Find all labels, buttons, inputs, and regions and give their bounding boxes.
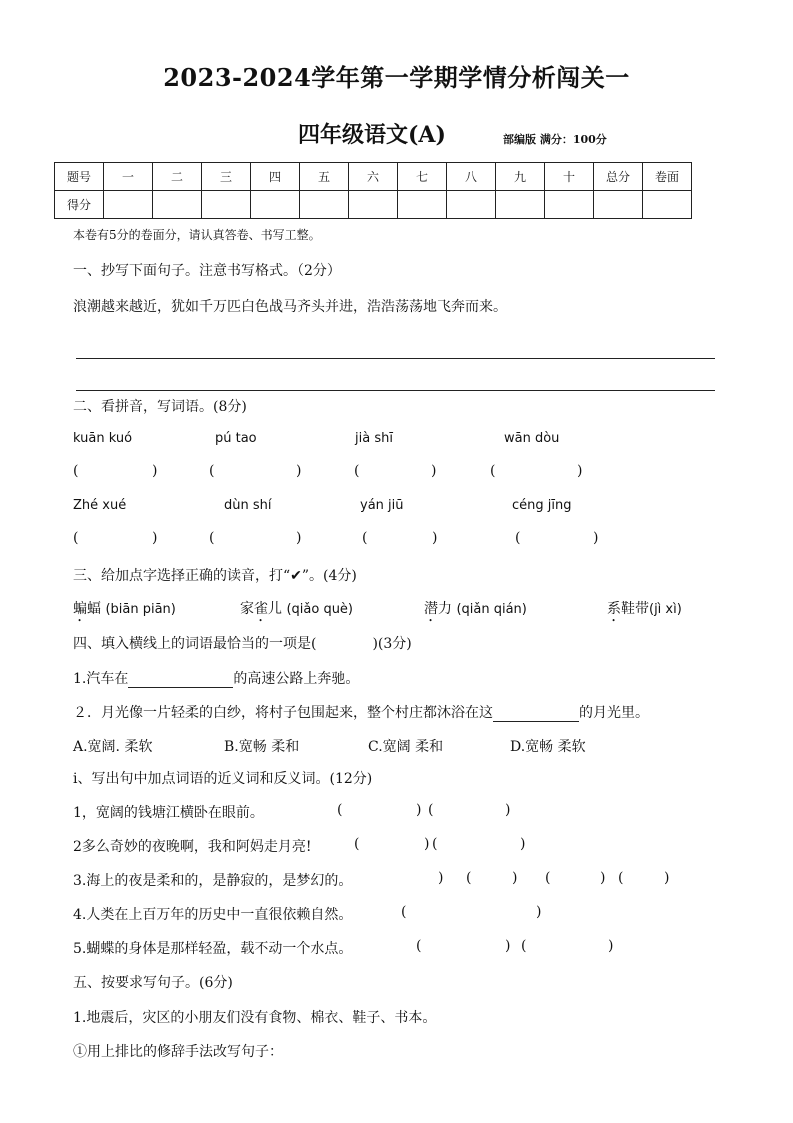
dotted-char: 系 bbox=[607, 601, 621, 617]
bracket-close: ) bbox=[505, 938, 511, 954]
score-table-label: 题号 bbox=[55, 163, 104, 191]
score-cell[interactable] bbox=[594, 191, 643, 219]
bracket-open: ( bbox=[416, 938, 422, 954]
pinyin-item: pú tao bbox=[215, 431, 257, 446]
section-3-heading: 三、给加点字选择正确的读音，打“✔”。(4分) bbox=[73, 568, 357, 584]
word-pre: 家 bbox=[240, 601, 254, 617]
bracket-close: ) bbox=[520, 836, 526, 852]
pinyin-item: yán jiū bbox=[360, 498, 404, 513]
syn-question-1: 1，宽阔的钱塘江横卧在眼前。 bbox=[73, 805, 264, 821]
bracket-close: ) bbox=[512, 870, 518, 886]
page-subtitle: 四年级语文(A) bbox=[298, 122, 446, 148]
score-cell[interactable] bbox=[153, 191, 202, 219]
word-rest: 蝠 bbox=[87, 601, 101, 617]
reading-item-2 bbox=[240, 598, 353, 625]
bracket-open: ( bbox=[521, 938, 527, 954]
pinyin-options[interactable]: (jì xì) bbox=[649, 602, 682, 617]
score-table-col: 五 bbox=[300, 163, 349, 191]
fill-question-1 bbox=[73, 668, 359, 688]
option-c[interactable]: C.宽阔 柔和 bbox=[368, 739, 444, 755]
pinyin-item: Zhé xué bbox=[73, 498, 127, 513]
bracket-open: ( bbox=[618, 870, 624, 886]
option-d[interactable]: D.宽畅 柔软 bbox=[510, 739, 586, 755]
score-cell[interactable] bbox=[545, 191, 594, 219]
bracket-close: ) bbox=[432, 530, 438, 546]
syn-question-2: 2多么奇妙的夜晚啊，我和阿妈走月亮! bbox=[73, 839, 312, 855]
bracket-close: ) bbox=[424, 836, 430, 852]
bracket-open: ( bbox=[515, 530, 521, 546]
question-text: ２．月光像一片轻柔的白纱，将村子包围起来，整个村庄都沐浴在这 bbox=[73, 705, 493, 721]
sentence-question-1: 1.地震后，灾区的小朋友们没有食物、棉衣、鞋子、书本。 bbox=[73, 1010, 437, 1026]
bracket-close: ) bbox=[536, 904, 542, 920]
section-4-heading bbox=[73, 633, 412, 653]
score-table-col: 卷面 bbox=[643, 163, 692, 191]
score-table-col: 九 bbox=[496, 163, 545, 191]
word-rest: 鞋带 bbox=[621, 601, 649, 617]
dotted-char: 蝙 bbox=[73, 601, 87, 617]
bracket-close: ) bbox=[577, 463, 583, 479]
section-4-heading-start: 四、填入横线上的词语最恰当的一项是( bbox=[73, 636, 317, 652]
score-table-col: 十 bbox=[545, 163, 594, 191]
dotted-char: 潜 bbox=[424, 601, 438, 617]
fill-blank[interactable] bbox=[128, 673, 233, 688]
question-text: 的月光里。 bbox=[579, 705, 649, 721]
bracket-close: ) bbox=[600, 870, 606, 886]
bracket-close: ) bbox=[296, 530, 302, 546]
bracket-open: ( bbox=[209, 463, 215, 479]
bracket-open: ( bbox=[466, 870, 472, 886]
fill-blank[interactable] bbox=[493, 707, 579, 722]
score-table-header-row bbox=[55, 163, 692, 191]
bracket-open: ( bbox=[209, 530, 215, 546]
copy-sentence: 浪潮越来越近，犹如千万匹白色战马齐头并进，浩浩荡荡地飞奔而来。 bbox=[73, 299, 507, 315]
pinyin-options[interactable]: (qiǎn qián) bbox=[456, 602, 527, 617]
sentence-subquestion-1: ①用上排比的修辞手法改写句子： bbox=[73, 1044, 283, 1060]
score-table-score-row bbox=[55, 191, 692, 219]
page-title: 2023-2024学年第一学期学情分析闯关一 bbox=[163, 63, 630, 92]
bracket-close: ) bbox=[505, 802, 511, 818]
bracket-close: ) bbox=[152, 463, 158, 479]
bracket-close: ) bbox=[664, 870, 670, 886]
bracket-close: ) bbox=[296, 463, 302, 479]
bracket-close: ) bbox=[593, 530, 599, 546]
bracket-close: ) bbox=[431, 463, 437, 479]
option-a[interactable]: A.宽阔. 柔软 bbox=[73, 739, 153, 755]
reading-item-1 bbox=[73, 598, 176, 625]
bracket-open: ( bbox=[428, 802, 434, 818]
reading-item-3 bbox=[424, 598, 527, 625]
answer-line-2[interactable] bbox=[76, 390, 715, 391]
bracket-open: ( bbox=[545, 870, 551, 886]
pinyin-item: jià shī bbox=[355, 431, 393, 446]
score-cell[interactable] bbox=[202, 191, 251, 219]
syn-question-3: 3.海上的夜是柔和的，是静寂的，是梦幻的。 bbox=[73, 873, 353, 889]
bracket-open: ( bbox=[490, 463, 496, 479]
syn-question-4: 4.人类在上百万年的历史中一直很依赖自然。 bbox=[73, 907, 353, 923]
score-table-col: 总分 bbox=[594, 163, 643, 191]
bracket-open: ( bbox=[337, 802, 343, 818]
score-table-col: 三 bbox=[202, 163, 251, 191]
score-table-col: 四 bbox=[251, 163, 300, 191]
section-6-heading: 五、按要求写句子。(6分) bbox=[73, 975, 233, 991]
bracket-open: ( bbox=[73, 530, 79, 546]
score-table-label: 得分 bbox=[55, 191, 104, 219]
section-2-heading: 二、看拼音，写词语。(8分) bbox=[73, 399, 247, 415]
bracket-close: ) bbox=[608, 938, 614, 954]
pinyin-item: céng jīng bbox=[512, 498, 572, 513]
fill-question-2 bbox=[73, 702, 649, 722]
bracket-open: ( bbox=[354, 836, 360, 852]
question-text: 的高速公路上奔驰。 bbox=[233, 671, 360, 687]
score-table-col: 八 bbox=[447, 163, 496, 191]
score-table-col: 二 bbox=[153, 163, 202, 191]
score-cell[interactable] bbox=[349, 191, 398, 219]
score-cell[interactable] bbox=[300, 191, 349, 219]
reading-item-4 bbox=[607, 598, 682, 625]
bracket-open: ( bbox=[432, 836, 438, 852]
syn-question-5: 5.蝴蝶的身体是那样轻盈，载不动一个水点。 bbox=[73, 941, 353, 957]
bracket-close: ) bbox=[438, 870, 444, 886]
option-b[interactable]: B.宽畅 柔和 bbox=[224, 739, 300, 755]
bracket-open: ( bbox=[362, 530, 368, 546]
bracket-close: ) bbox=[152, 530, 158, 546]
dotted-char: 雀 bbox=[254, 601, 268, 617]
exam-meta: 部编版 满分：100分 bbox=[503, 133, 607, 146]
section-5-heading: i、写出句中加点词语的近义词和反义词。(12分) bbox=[73, 771, 373, 787]
pinyin-options[interactable]: (biān piān) bbox=[105, 602, 176, 617]
pinyin-item: wān dòu bbox=[504, 431, 560, 446]
score-cell[interactable] bbox=[496, 191, 545, 219]
bracket-open: ( bbox=[354, 463, 360, 479]
pinyin-item: kuān kuó bbox=[73, 431, 133, 446]
word-rest: 力 bbox=[438, 601, 452, 617]
score-table bbox=[54, 162, 692, 219]
score-table-col: 七 bbox=[398, 163, 447, 191]
word-rest: 儿 bbox=[268, 601, 282, 617]
answer-line-1[interactable] bbox=[76, 358, 715, 359]
bracket-open: ( bbox=[73, 463, 79, 479]
bracket-open: ( bbox=[401, 904, 407, 920]
question-text: 1.汽车在 bbox=[73, 671, 129, 687]
score-cell[interactable] bbox=[104, 191, 153, 219]
bracket-open: ) bbox=[416, 802, 422, 818]
pinyin-item: dùn shí bbox=[224, 498, 272, 513]
score-table-col: 六 bbox=[349, 163, 398, 191]
score-cell[interactable] bbox=[447, 191, 496, 219]
pinyin-options[interactable]: (qiǎo què) bbox=[286, 602, 354, 617]
score-cell[interactable] bbox=[398, 191, 447, 219]
score-cell[interactable] bbox=[251, 191, 300, 219]
section-1-heading: 一、抄写下面句子。注意书写格式。（2分） bbox=[73, 263, 341, 279]
section-4-heading-end: )(3分) bbox=[372, 636, 412, 652]
exam-note: 本卷有5分的卷面分，请认真答卷、书写工整。 bbox=[73, 228, 321, 242]
score-table-col: 一 bbox=[104, 163, 153, 191]
score-cell[interactable] bbox=[643, 191, 692, 219]
